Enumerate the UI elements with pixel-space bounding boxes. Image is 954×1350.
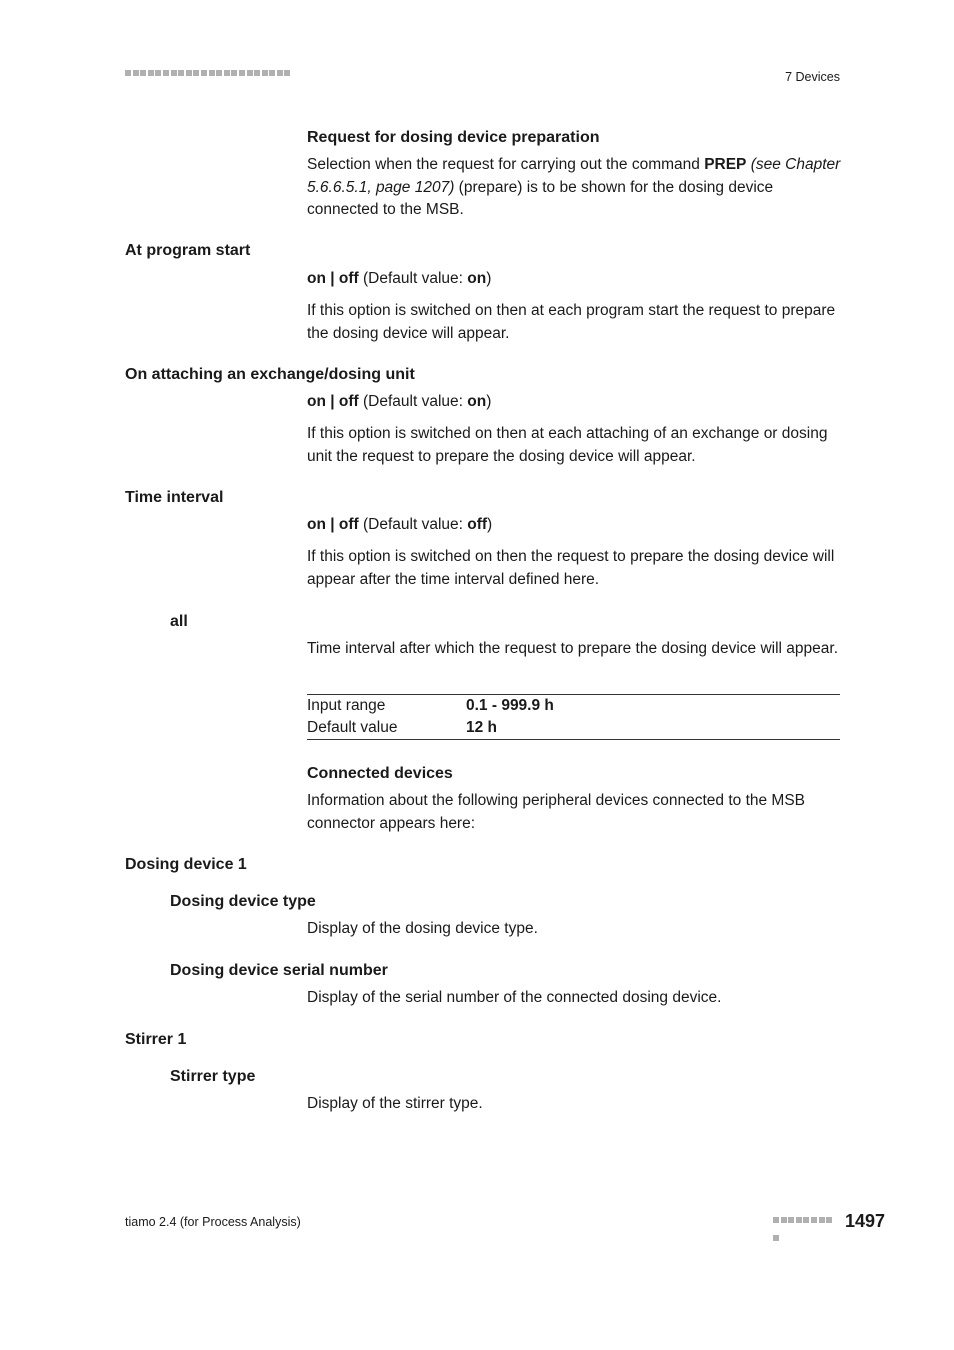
field-description-stirrer-type: Display of the stirrer type. (307, 1095, 483, 1112)
intro-text-after: (prepare) is to be shown for the dosing device connected to the MSB. (307, 178, 774, 218)
value-on: on (307, 270, 326, 287)
table-row (307, 695, 840, 717)
value-off: off (338, 270, 359, 287)
default-label: (Default value: (358, 393, 468, 410)
parameter-description-on-attaching: If this option is switched on then at each attaching of an exchange or dosing unit the request to prepare the dosing device will appear. (307, 425, 828, 465)
page-number: 1497 (845, 1211, 886, 1231)
parameter-description-at-program-start: If this option is switched on then at each program start the request to prepare the dosing device will appear. (307, 302, 836, 342)
default-value: off (467, 516, 488, 533)
parameter-title-all: all (170, 613, 188, 630)
value-on: on (307, 393, 326, 410)
chapter-reference-link[interactable]: (see Chapter 5.6.6.5.1, page 1207) (307, 156, 841, 196)
value-off: off (338, 393, 359, 410)
value-separator: | (325, 270, 339, 287)
default-label: (Default value: (358, 516, 468, 533)
value-on: on (307, 516, 326, 533)
parameter-description-time-interval: If this option is switched on then the request to prepare the dosing device will appear after the time interval defined here. (307, 548, 835, 588)
parameter-values-at-program-start (307, 268, 843, 291)
default-value: on (467, 270, 487, 287)
section-title-connected-devices: Connected devices (307, 765, 453, 782)
device-title-dosing-device-1: Dosing device 1 (125, 856, 247, 873)
parameter-title-on-attaching: On attaching an exchange/dosing unit (125, 366, 415, 383)
field-title-stirrer-type: Stirrer type (170, 1068, 256, 1085)
default-close: ) (486, 393, 492, 410)
value-off: off (338, 516, 359, 533)
field-description-dosing-device-serial: Display of the serial number of the connected dosing device. (307, 989, 722, 1006)
row-label-input-range: Input range (307, 697, 386, 714)
default-close: ) (487, 516, 493, 533)
field-title-dosing-device-type: Dosing device type (170, 893, 316, 910)
default-close: ) (486, 270, 492, 287)
parameter-title-at-program-start: At program start (125, 242, 251, 259)
command-name: PREP (704, 156, 747, 173)
section-intro-paragraph (307, 154, 843, 222)
row-label-default-value: Default value (307, 719, 398, 736)
row-value-default-value: 12 h (466, 719, 498, 736)
intro-text-before: Selection when the request for carrying out the command (307, 156, 705, 173)
header-decoration (125, 70, 307, 80)
default-value: on (467, 393, 487, 410)
value-separator: | (325, 516, 339, 533)
field-description-dosing-device-type: Display of the dosing device type. (307, 920, 538, 937)
value-separator: | (325, 393, 339, 410)
device-title-stirrer-1: Stirrer 1 (125, 1031, 187, 1048)
parameter-values-time-interval (307, 514, 843, 537)
parameter-title-time-interval: Time interval (125, 489, 224, 506)
value-range-table (307, 694, 840, 740)
field-title-dosing-device-serial: Dosing device serial number (170, 962, 388, 979)
row-value-input-range: 0.1 - 999.9 h (466, 697, 554, 714)
footer-product-name: tiamo 2.4 (for Process Analysis) (125, 1215, 301, 1229)
parameter-description-all: Time interval after which the request to prepare the dosing device will appear. (307, 640, 839, 657)
footer-decoration (773, 1217, 841, 1227)
parameter-values-on-attaching (307, 391, 843, 414)
chapter-title: 7 Devices (785, 70, 840, 84)
default-label: (Default value: (358, 270, 468, 287)
section-description-connected-devices: Information about the following peripheral devices connected to the MSB connector appears here: (307, 792, 806, 832)
section-title-request-preparation: Request for dosing device preparation (307, 129, 600, 146)
table-row (307, 717, 840, 739)
